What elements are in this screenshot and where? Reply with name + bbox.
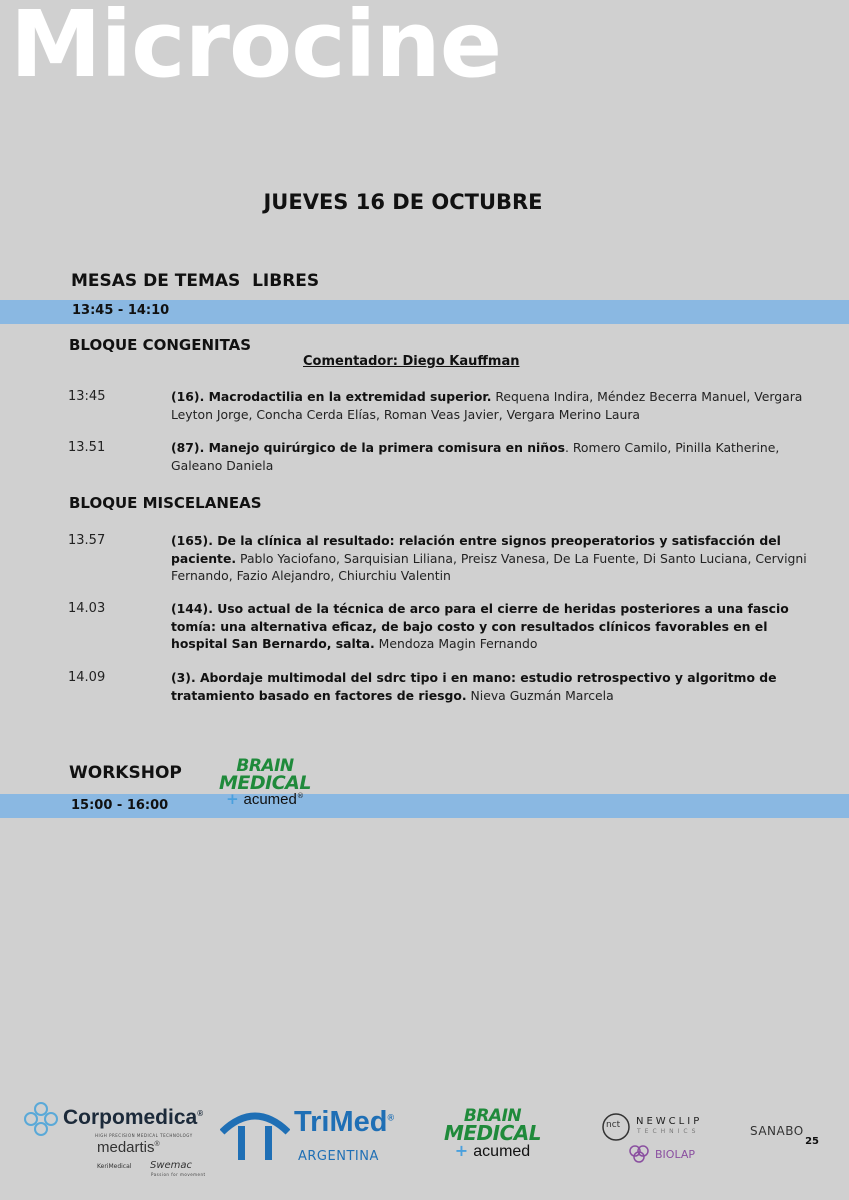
entry-authors: . Romero Camilo, Pinilla Katherine, Galeano Daniela <box>171 440 780 473</box>
biolap-knot-icon <box>627 1143 651 1165</box>
corpomedica-flower-icon <box>22 1100 60 1138</box>
medical-word: MEDICAL <box>219 772 311 795</box>
entry-title: (16). Macrodactilia en la extremidad superior. <box>171 389 492 404</box>
workshop-heading: WORKSHOP <box>69 763 182 783</box>
date-heading: JUEVES 16 DE OCTUBRE <box>263 190 543 214</box>
medartis-logo: medartis® <box>97 1139 160 1156</box>
entry-text <box>171 388 811 423</box>
trimed-country: ARGENTINA <box>298 1149 379 1164</box>
acumed-word: acumed <box>243 791 297 809</box>
session-time-range: 13:45 - 14:10 <box>72 303 170 318</box>
entry-time: 14.03 <box>68 601 106 616</box>
workshop-time-range: 15:00 - 16:00 <box>71 798 169 813</box>
block-title-miscelaneas: BLOQUE MISCELANEAS <box>69 494 262 512</box>
entry-text <box>171 669 811 704</box>
corpomedica-logo: Corpomedica® <box>63 1106 204 1129</box>
entry-text <box>171 600 811 653</box>
entry-time: 13:45 <box>68 389 106 404</box>
brain-medical-footer-logo: BRAIN MEDICAL + acumed <box>443 1106 541 1161</box>
entry-title: (87). Manejo quirúrgico de la primera comisura en niños <box>171 440 565 455</box>
swemac-tagline: Passion for movement <box>151 1172 206 1177</box>
entry-time: 13.57 <box>68 533 106 548</box>
entry-text <box>171 439 811 474</box>
acumed-plus-icon: + <box>226 790 239 809</box>
brain-word: BRAIN <box>236 756 294 776</box>
entry-time: 14.09 <box>68 670 106 685</box>
entry-authors: Requena Indira, Méndez Becerra Manuel, Vergara Leyton Jorge, Concha Cerda Elías, Roman Veas Javier, Vergara Merino Laura <box>171 389 803 422</box>
session-time-bar <box>0 300 849 324</box>
entry-time: 13.51 <box>68 440 106 455</box>
entry-title: (144). Uso actual de la técnica de arco para el cierre de heridas posteriores a una fascio tomía: una alternativa eficaz, de bajo costo y con resultados clínicos favorables en el hospital San Bernardo, salta. <box>171 601 789 651</box>
entry-authors: Nieva Guzmán Marcela <box>466 687 614 703</box>
keri-medical-logo: KeriMedical <box>97 1163 132 1170</box>
trimed-arch-icon <box>220 1108 290 1160</box>
entry-authors: Mendoza Magin Fernando <box>374 636 538 651</box>
newclip-monogram: nct <box>606 1120 621 1130</box>
page-number: 25 <box>805 1136 819 1147</box>
session-heading: MESAS DE TEMAS LIBRES <box>71 271 320 291</box>
commentator: Comentador: Diego Kauffman <box>303 354 520 369</box>
acumed-plus-icon: + <box>454 1141 469 1161</box>
sanabo-logo: SANABO <box>750 1124 804 1138</box>
entry-title: (3). Abordaje multimodal del sdrc tipo i en mano: estudio retrospectivo y algoritmo de tratamiento basado en factores de riesgo. <box>171 670 777 703</box>
entry-title: (165). De la clínica al resultado: relación entre signos preoperatorios y satisfacción del paciente. <box>171 533 781 566</box>
newclip-sub: TECHNICS <box>637 1128 700 1135</box>
newclip-logo: NEWCLIP <box>636 1116 703 1127</box>
block-title-congenitas: BLOQUE CONGENITAS <box>69 336 252 354</box>
trimed-logo: TriMed® <box>294 1106 395 1138</box>
brain-medical-logo: BRAIN MEDICAL + acumed® <box>200 758 330 807</box>
entry-authors: Pablo Yaciofano, Sarquisian Liliana, Preisz Vanesa, De La Fuente, Di Santo Luciana, Cervigni Fernando, Fazio Alejandro, Chiurchiu Valentin <box>171 550 807 583</box>
entry-text <box>171 532 811 585</box>
swemac-logo: Swemac <box>150 1160 193 1171</box>
page-title: Microcine <box>10 0 502 98</box>
workshop-time-bar <box>0 794 849 818</box>
biolap-logo: BIOLAP <box>655 1148 695 1161</box>
corpomedica-tagline: HIGH PRECISION MEDICAL TECHNOLOGY <box>95 1133 193 1138</box>
